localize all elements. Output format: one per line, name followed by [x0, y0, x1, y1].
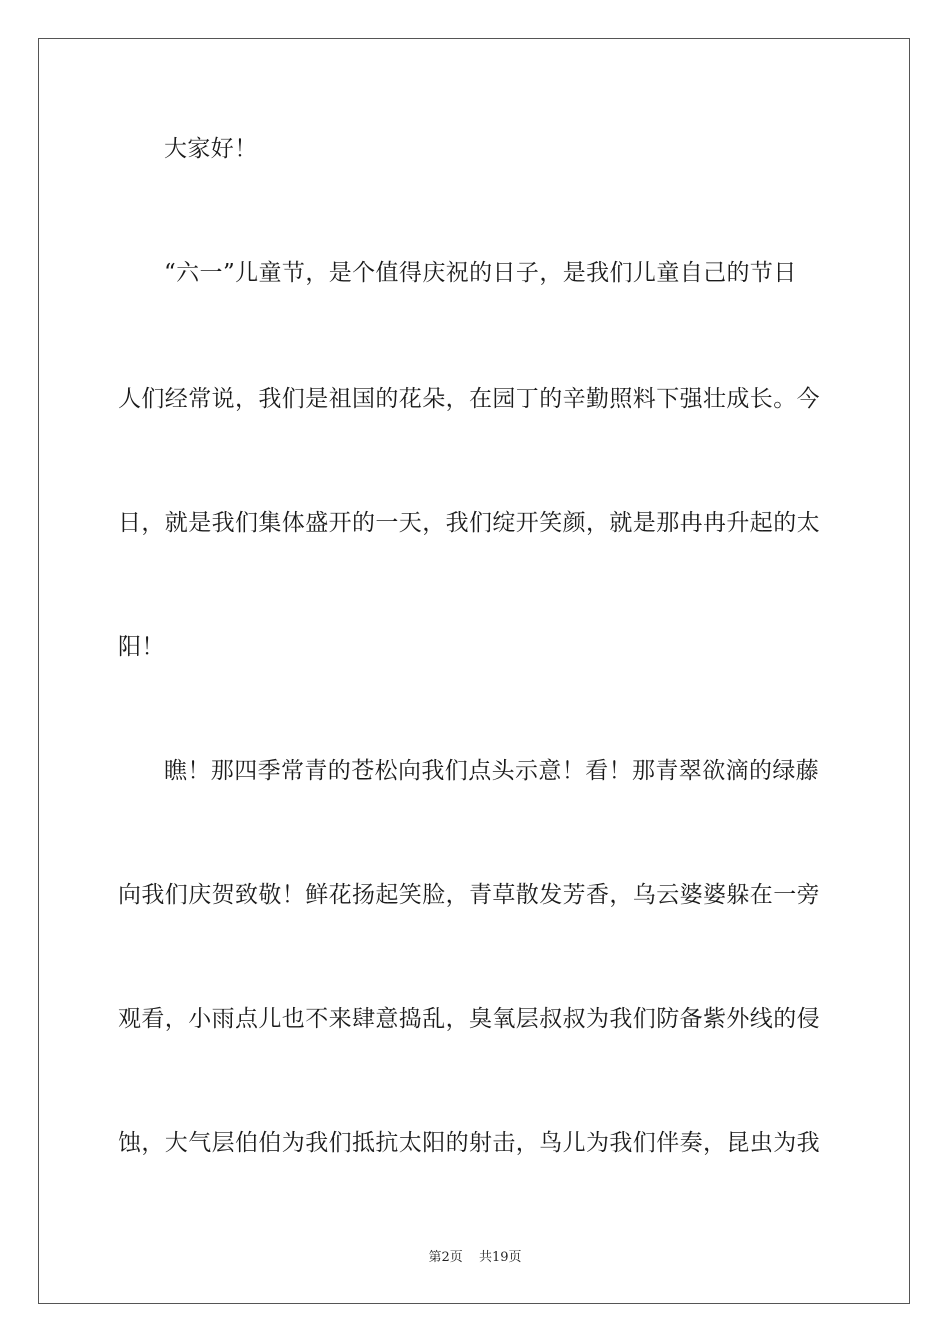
page-number: 第2页: [428, 1250, 463, 1265]
page-border: [38, 38, 910, 1304]
page-total: 共19页: [478, 1250, 522, 1265]
body-line: 蚀，大气层伯伯为我们抵抗太阳的射击，鸟儿为我们伴奏，昆虫为我: [118, 1130, 820, 1156]
body-line: 观看，小雨点儿也不来肆意捣乱，臭氧层叔叔为我们防备紫外线的侵: [118, 1006, 820, 1032]
body-line: 瞧！那四季常青的苍松向我们点头示意！看！那青翠欲滴的绿藤: [164, 758, 820, 784]
body-line: 向我们庆贺致敬！鲜花扬起笑脸，青草散发芳香，乌云婆婆躲在一旁: [118, 882, 820, 908]
page-footer: [0, 1246, 950, 1265]
body-line: 人们经常说，我们是祖国的花朵，在园丁的辛勤照料下强壮成长。今: [118, 386, 820, 412]
body-line: 阳！: [118, 634, 165, 660]
body-line: 日，就是我们集体盛开的一天，我们绽开笑颜，就是那冉冉升起的太: [118, 510, 820, 536]
body-line: 大家好！: [164, 136, 258, 162]
body-line: “六一”儿童节，是个值得庆祝的日子，是我们儿童自己的节日: [164, 260, 797, 286]
